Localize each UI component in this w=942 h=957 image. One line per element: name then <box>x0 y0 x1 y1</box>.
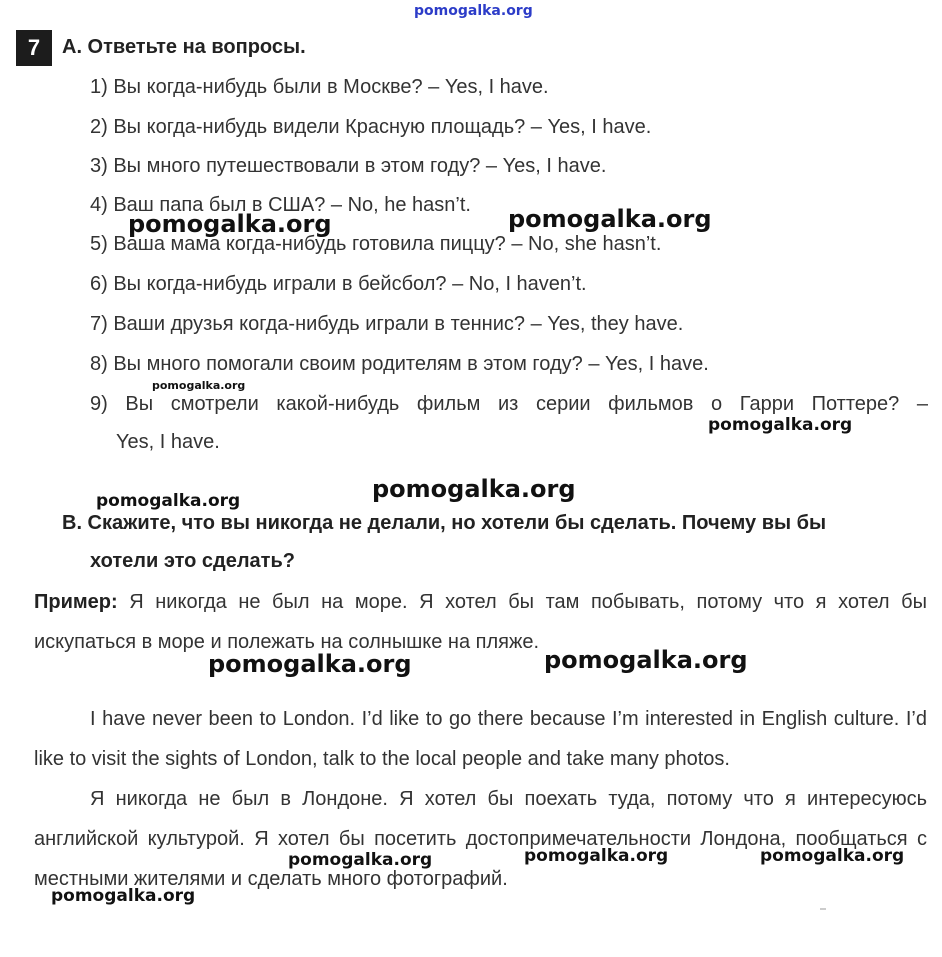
watermark: pomogalka.org <box>51 886 196 906</box>
watermark: pomogalka.org <box>128 210 332 238</box>
question-3: 3) Вы много путешествовали в этом году? – Yes, I have. <box>90 155 607 177</box>
question-7: 7) Ваши друзья когда-нибудь играли в теннис? – Yes, they have. <box>90 313 684 335</box>
watermark: pomogalka.org <box>524 846 669 866</box>
watermark: pomogalka.org <box>372 475 576 503</box>
watermark: pomogalka.org <box>288 850 433 870</box>
section-b-heading-line2: хотели это сделать? <box>90 550 295 572</box>
question-2: 2) Вы когда-нибудь видели Красную площадь? – Yes, I have. <box>90 116 652 138</box>
watermark: pomogalka.org <box>96 491 241 511</box>
example-paragraph <box>34 582 927 662</box>
question-1: 1) Вы когда-нибудь были в Москве? – Yes, I have. <box>90 76 549 98</box>
question-6: 6) Вы когда-нибудь играли в бейсбол? – No, I haven’t. <box>90 273 587 295</box>
section-b-heading-line1: B. Скажите, что вы никогда не делали, но хотели бы сделать. Почему вы бы <box>62 512 827 534</box>
russian-answer: Я никогда не был в Лондоне. Я хотел бы поехать туда, потому что я интересуюсь английской культурой. Я хотел бы посетить достопримечательности Лондона, пообщаться с местными жителями и сделать много фотографий. <box>34 788 927 890</box>
question-4: 4) Ваш папа был в США? – No, he hasn’t. <box>90 194 471 216</box>
english-answer: I have never been to London. I’d like to go there because I’m interested in English culture. I’d like to visit the sights of London, talk to the local people and take many photos. <box>34 708 927 770</box>
watermark-top: pomogalka.org <box>414 3 533 19</box>
exercise-number: 7 <box>16 30 52 66</box>
answer-9: Yes, I have. <box>116 431 220 453</box>
watermark: pomogalka.org <box>708 415 853 435</box>
watermark: pomogalka.org <box>508 205 712 233</box>
watermark: pomogalka.org <box>152 379 246 392</box>
section-a-heading: A. Ответьте на вопросы. <box>62 36 306 58</box>
watermark: pomogalka.org <box>760 846 905 866</box>
question-5: 5) Ваша мама когда-нибудь готовила пиццу? – No, she hasn’t. <box>90 233 662 255</box>
stray-mark <box>820 908 826 910</box>
watermark: pomogalka.org <box>208 650 412 678</box>
example-text: Я никогда не был на море. Я хотел бы там побывать, потому что я хотел бы искупаться в море и полежать на солнышке на пляже. <box>34 591 927 653</box>
example-label: Пример: <box>34 591 118 613</box>
question-8: 8) Вы много помогали своим родителям в этом году? – Yes, I have. <box>90 353 709 375</box>
question-9: 9) Вы смотрели какой-нибудь фильм из серии фильмов о Гарри Поттере? – <box>90 393 928 415</box>
watermark: pomogalka.org <box>544 646 748 674</box>
